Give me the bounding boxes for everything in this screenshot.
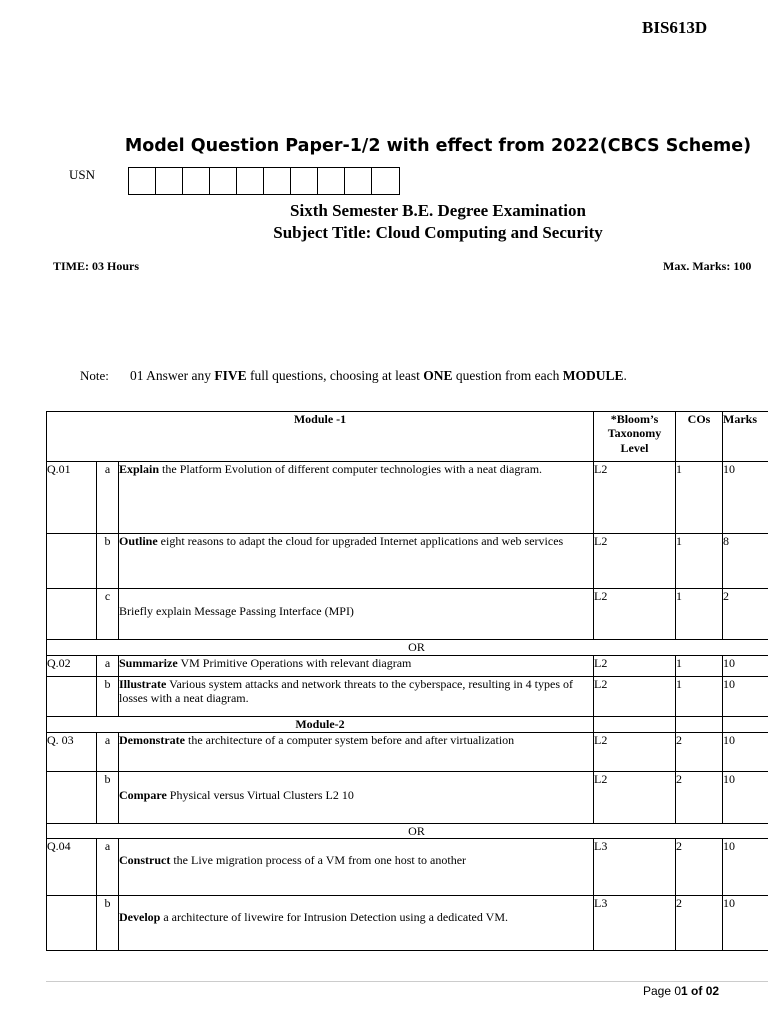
usn-cell[interactable] xyxy=(210,168,237,194)
co-value: 1 xyxy=(676,677,723,717)
bloom-level: L2 xyxy=(594,589,676,640)
or-divider: OR xyxy=(47,640,768,656)
question-number xyxy=(47,772,97,824)
empty-cell xyxy=(723,717,768,733)
question-part: b xyxy=(97,534,119,589)
note-text-1: Answer any xyxy=(143,368,215,383)
question-text xyxy=(119,772,594,824)
note-text xyxy=(130,368,627,384)
note-text-4: . xyxy=(623,368,627,383)
question-verb: Outline xyxy=(119,534,158,548)
usn-label: USN xyxy=(69,167,96,182)
question-number xyxy=(47,677,97,717)
question-verb: Demonstrate xyxy=(119,733,185,747)
or-row xyxy=(47,824,768,839)
marks-value: 10 xyxy=(723,656,768,677)
usn-cell[interactable] xyxy=(237,168,264,194)
co-value: 2 xyxy=(676,839,723,896)
question-body: VM Primitive Operations with relevant diagram xyxy=(177,656,412,670)
table-row xyxy=(47,772,768,824)
semester-title: Sixth Semester B.E. Degree Examination xyxy=(290,201,586,220)
bloom-level: L2 xyxy=(594,462,676,534)
note-label: Note: xyxy=(80,368,109,383)
co-value: 2 xyxy=(676,772,723,824)
co-value: 1 xyxy=(676,534,723,589)
module-1-heading: Module -1 xyxy=(47,412,594,462)
question-text xyxy=(119,839,594,896)
question-body: Various system attacks and network threats to the cyberspace, resulting in 4 types of losses with a neat diagram. xyxy=(119,677,574,706)
question-verb: Illustrate xyxy=(119,677,167,691)
bloom-level: L3 xyxy=(594,839,676,896)
question-number: Q.04 xyxy=(47,839,97,896)
table-row xyxy=(47,589,768,640)
usn-cell[interactable] xyxy=(291,168,318,194)
question-table xyxy=(46,411,768,951)
empty-cell xyxy=(676,717,723,733)
question-verb: Compare xyxy=(119,788,167,802)
page-number xyxy=(643,984,719,998)
page-number-bold: 1 of 02 xyxy=(681,984,720,998)
co-value: 1 xyxy=(676,462,723,534)
marks-value: 8 xyxy=(723,534,768,589)
bloom-level: L2 xyxy=(594,772,676,824)
question-body: the architecture of a computer system before and after virtualization xyxy=(184,733,515,747)
usn-cell[interactable] xyxy=(183,168,210,194)
question-body: Briefly explain Message Passing Interface (MPI) xyxy=(119,604,354,618)
bloom-level: L2 xyxy=(594,733,676,772)
co-value: 1 xyxy=(676,589,723,640)
usn-cell[interactable] xyxy=(318,168,345,194)
question-body: the Platform Evolution of different computer technologies with a neat diagram. xyxy=(159,462,543,476)
usn-cell[interactable] xyxy=(129,168,156,194)
table-row xyxy=(47,656,768,677)
marks-value: 10 xyxy=(723,733,768,772)
question-verb: Summarize xyxy=(119,656,178,670)
module-2-heading: Module-2 xyxy=(47,717,594,733)
question-text xyxy=(119,534,594,589)
question-part: a xyxy=(97,656,119,677)
table-row xyxy=(47,896,768,951)
exam-time: TIME: 03 Hours xyxy=(53,259,140,273)
question-part: b xyxy=(97,677,119,717)
bloom-header: *Bloom’s Taxonomy Level xyxy=(594,412,676,462)
marks-value: 10 xyxy=(723,896,768,951)
module-2-row xyxy=(47,717,768,733)
question-text xyxy=(119,677,594,717)
marks-header: Marks xyxy=(723,412,768,462)
note-number: 01 xyxy=(130,368,144,383)
max-marks: Max. Marks: 100 xyxy=(663,259,752,273)
question-part: a xyxy=(97,839,119,896)
usn-cell[interactable] xyxy=(372,168,399,194)
question-number xyxy=(47,534,97,589)
question-text xyxy=(119,462,594,534)
question-part: c xyxy=(97,589,119,640)
question-body: Physical versus Virtual Clusters L2 10 xyxy=(166,788,354,802)
marks-value: 10 xyxy=(723,772,768,824)
table-row xyxy=(47,462,768,534)
co-value: 2 xyxy=(676,733,723,772)
question-part: b xyxy=(97,896,119,951)
question-text xyxy=(119,733,594,772)
question-number: Q.01 xyxy=(47,462,97,534)
question-body: the Live migration process of a VM from one host to another xyxy=(170,853,467,868)
question-text xyxy=(119,589,594,640)
usn-cell[interactable] xyxy=(264,168,291,194)
question-number: Q. 03 xyxy=(47,733,97,772)
question-part: a xyxy=(97,733,119,772)
note-text-3: question from each xyxy=(452,368,563,383)
co-value: 2 xyxy=(676,896,723,951)
note-text-2: full questions, choosing at least xyxy=(246,368,424,383)
table-row xyxy=(47,839,768,896)
question-verb: Construct xyxy=(119,853,171,868)
question-number: Q.02 xyxy=(47,656,97,677)
question-number xyxy=(47,896,97,951)
footer-divider xyxy=(46,981,768,982)
table-header-row xyxy=(47,412,768,462)
usn-boxes[interactable] xyxy=(128,167,400,195)
subject-code: BIS613D xyxy=(642,18,708,37)
empty-cell xyxy=(594,717,676,733)
table-row xyxy=(47,534,768,589)
question-verb: Develop xyxy=(119,910,161,925)
or-divider: OR xyxy=(47,824,768,839)
subject-title: Subject Title: Cloud Computing and Security xyxy=(273,223,603,242)
co-value: 1 xyxy=(676,656,723,677)
usn-cell[interactable] xyxy=(345,168,372,194)
or-row xyxy=(47,640,768,656)
table-row xyxy=(47,733,768,772)
marks-value: 10 xyxy=(723,677,768,717)
note-bold-one: ONE xyxy=(423,368,453,383)
page-number-prefix: Page 0 xyxy=(643,984,682,998)
bloom-level: L2 xyxy=(594,677,676,717)
question-text xyxy=(119,896,594,951)
note-bold-five: FIVE xyxy=(214,368,247,383)
question-body: eight reasons to adapt the cloud for upgraded Internet applications and web services xyxy=(157,534,564,548)
marks-value: 10 xyxy=(723,462,768,534)
question-verb: Explain xyxy=(119,462,160,476)
marks-value: 10 xyxy=(723,839,768,896)
question-text xyxy=(119,656,594,677)
paper-title: Model Question Paper-1/2 with effect from 2022(CBCS Scheme) xyxy=(124,136,752,156)
question-part: a xyxy=(97,462,119,534)
question-body: a architecture of livewire for Intrusion Detection using a dedicated VM. xyxy=(160,910,508,925)
bloom-level: L2 xyxy=(594,656,676,677)
table-row xyxy=(47,677,768,717)
marks-value: 2 xyxy=(723,589,768,640)
usn-cell[interactable] xyxy=(156,168,183,194)
cos-header: COs xyxy=(676,412,723,462)
bloom-level: L3 xyxy=(594,896,676,951)
question-part: b xyxy=(97,772,119,824)
question-number xyxy=(47,589,97,640)
bloom-level: L2 xyxy=(594,534,676,589)
note-bold-module: MODULE xyxy=(562,368,624,383)
